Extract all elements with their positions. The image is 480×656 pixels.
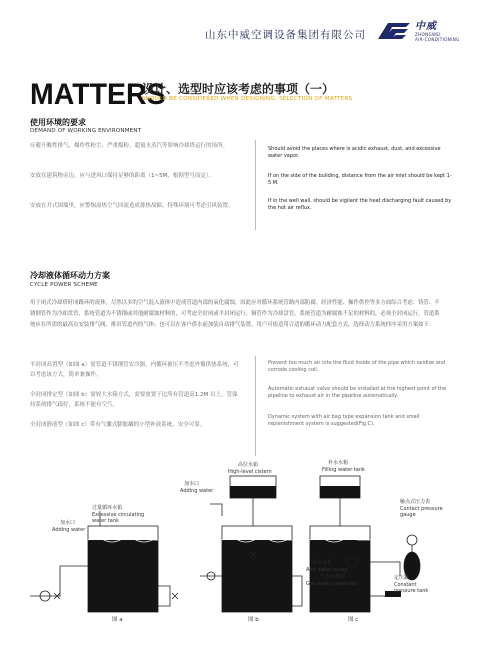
- cycle-para-cn-2: 全封闭排定型（如图 b）需较大水箱方式，需要放置于比所有管道高1.2M 以上，管保持系统排气疏好，系统不能有空气。: [30, 392, 238, 408]
- diagram-c-gauge-label-en2: gauge: [400, 512, 416, 518]
- diagram-c-const-label-cn: 定压罐: [394, 575, 410, 581]
- column-divider-2: [255, 356, 256, 456]
- cycle-para-en-3: Dynamic system with air bag type expansion tank and small replenishment system is suggested(Fig.C).: [268, 414, 420, 427]
- cycle-section-title-cn: 冷却液体循环动力方案: [30, 271, 110, 280]
- diagram-b-add-label-cn: 加水口: [184, 481, 200, 487]
- diagram-c-gauge-label-cn: 触点式压力表: [400, 499, 431, 505]
- diagram-c-pump-label-en: Add water pump: [306, 567, 348, 573]
- company-name: 山东中威空调设备集团有限公司: [205, 29, 366, 41]
- diagram-a-tank-label-en2: water tank: [92, 518, 119, 524]
- env-section-title-en: DEMAND OF WORKING ENVIRONMENT: [30, 128, 142, 134]
- diagram-c-bag-label-en: Gas-water separator: [306, 581, 358, 587]
- cycle-intro-paragraph: 用于闭式冷却塔时闭路环的流体，尽然以多的空气混入液体中造成管道内部的氧化腐蚀，因此应对循环系统管路内部防腐、经济性能、操作供控等多方面综合考虑：铸管、不锈钢管作为冷却盘管，系统管道为不锈钢或其他耐腐蚀材料的，可考虑全封闭或半封闭运行；铜管作为冷却盘管，系统管道为耐腐蚀不足的材料的，必须全封闭运行。管道系统应在所需的最高点安装排气阀，排出管道内的气体；也可以在客户供水前加装自动排气装置，用户可依适用合适的循环动力配套方式，选择动力系统择序采用方案如下：: [30, 300, 440, 328]
- diagram-a-tank-label-en1: Excessive circulating: [92, 512, 145, 518]
- diagram-a-add-label-cn: 加水口: [60, 520, 76, 526]
- page-subtitle-cn: 设计、选型时应该考虑的事项（一）: [142, 82, 335, 96]
- diagram-b-high-label-en: High-level cistern: [228, 469, 272, 475]
- env-para-cn-2: 安放在建筑物旁边，应与进风口保持足够的距离（1~5M，根据型号而定）。: [30, 173, 215, 179]
- column-divider: [255, 140, 256, 230]
- company-logo-icon: [376, 19, 412, 43]
- env-para-en-1: Should avoid the places where is acidic exhaust, dust, and excessive water vapor.: [268, 146, 441, 159]
- cycle-para-en-1: Prevent too much air into the fluid inside of the pipe which oxidize and corrode cooling coil.: [268, 360, 446, 373]
- env-para-cn-3: 安放在井式围墙里，应警惕湿热空气回流造成排热故障，特殊环境可考虑引风装置。: [30, 203, 234, 209]
- cycle-para-cn-3: 全封闭静液型（如图 c）带有气囊式膨胀罐的小型补液系统，安全可靠。: [30, 422, 206, 428]
- diagram-c-fill-label-en: Filling water tank: [322, 467, 365, 473]
- diagram-a-add-label-en: Adding water: [52, 527, 86, 533]
- diagram-c-pump-label-cn: 补水水泵: [312, 560, 333, 566]
- logo-chinese-text: 中威: [415, 21, 437, 32]
- diagram-c-caption: 图 c: [348, 617, 359, 623]
- logo-english-line2: AIR-CONDITIONING: [415, 37, 460, 42]
- page-subtitle-en: SHOULD BE CONSIDERED WHEN DESIGNING, SELECTION OF MATTERS: [142, 96, 353, 102]
- diagram-c-bag-label-cn: 气水分离器: [320, 574, 346, 580]
- diagram-a-tank-label-cn: 过量循环水箱: [92, 505, 123, 511]
- diagram-b-caption: 图 b: [248, 617, 259, 623]
- diagram-a-caption: 图 a: [112, 617, 123, 623]
- cycle-para-en-2: Automatic exhaust valve should be installed at the highest point of the pipeline to exhaust air in the pipeline automatically.: [268, 386, 447, 399]
- cycle-para-cn-1: 半封闭高置型（如图 a）需管道不锈钢管安冷器，内循环被压不考虑外循供热系统，可以考虑该方式，简单兼操作。: [30, 362, 239, 378]
- diagram-b-high-label-cn: 高位水箱: [238, 462, 259, 468]
- env-para-en-3: If in the well wall, should be vigilant the heat discharging fault caused by the hot air reflux.: [268, 198, 452, 211]
- diagram-b-add-label-en: Adding water: [180, 488, 214, 494]
- page-title: MATTERS: [30, 78, 166, 111]
- logo-english-line1: ZHONGWEI: [415, 32, 441, 37]
- env-para-en-2: If on the side of the building, distance from the air inlet should be kept 1-5 M.: [268, 173, 452, 186]
- diagram-b: [200, 476, 302, 612]
- cycle-section-title-en: CYCLE POWER SCHEME: [30, 282, 98, 288]
- diagram-c-const-label-en1: Constant: [394, 582, 417, 588]
- diagram-c-fill-label-cn: 补水水箱: [328, 460, 349, 466]
- env-para-cn-1: 应避开酸性排气、爆炸性粉尘、严重煤粉、超量水蒸汽等影响冷却塔运行的场所。: [30, 143, 229, 149]
- diagram-c-const-label-en2: pressure tank: [394, 588, 429, 594]
- cycle-diagrams: [0, 456, 480, 656]
- diagram-c-gauge-label-en1: Contact pressure: [400, 506, 443, 512]
- env-section-title-cn: 使用环境的要求: [30, 118, 86, 127]
